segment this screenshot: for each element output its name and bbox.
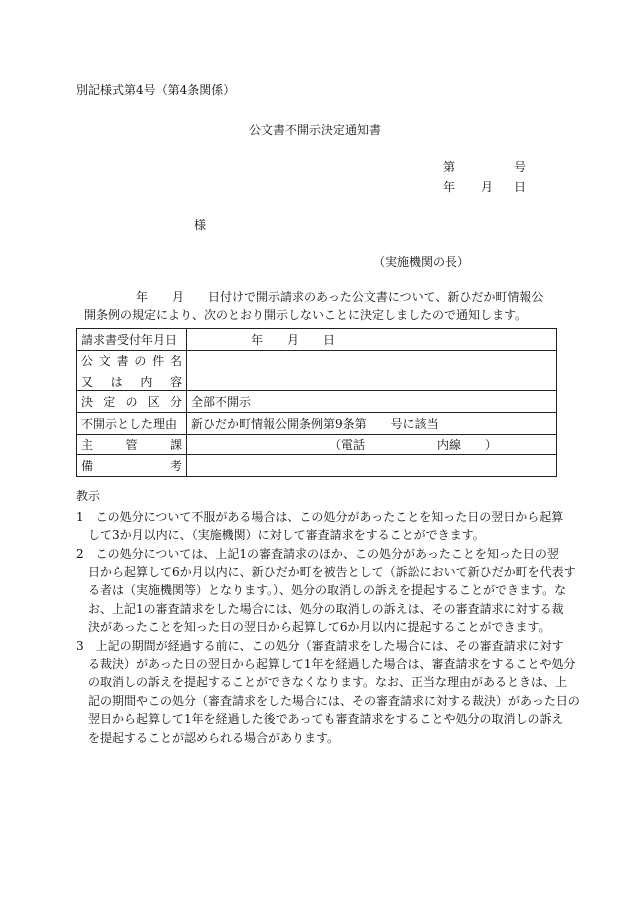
instruction-line: 記の期間やこの処分（審査請求をした場合には、その審査請求に対する裁決）があった日の [76,694,580,708]
instruction-line: る者は（実施機関等）となります。）、処分の取消しの訴えを提起することができます。な [76,583,567,597]
table-row [77,413,557,435]
row-label: 主 管 課 [77,435,187,455]
date-year-label: 年 [443,180,456,194]
table-row [77,455,557,477]
instruction-line: 翌日から起算して1年を経過した後であっても審査請求をすることや処分の取消しの訴え [76,712,564,726]
intro-line: 開条例の規定により、次のとおり開示しないことに決定しましたので通知します。 [84,308,528,322]
table-row [77,329,557,351]
row-value [187,351,557,391]
table-row [77,435,557,455]
table-row [77,351,557,391]
row-label: 決 定 の 区 分 [77,391,187,413]
instruction-line: 3 上記の期間が経過する前に、この処分（審査請求をした場合には、その審査請求に対す [76,639,564,653]
decision-table [76,328,557,477]
document-title: 公文書不開示決定通知書 [249,123,382,137]
row-value: 年 月 日 [187,329,557,351]
instruction-line: 2 この処分については、上記1の審査請求のほか、この処分があったことを知った日の翌 [76,547,559,561]
date-day-label: 日 [514,180,527,194]
row-value: 全部不開示 [187,391,557,413]
row-label-line: 公 文 書 の 件 名 [81,353,182,368]
table-row [77,391,557,413]
row-label: 請求書受付年月日 [77,329,187,351]
date-month-label: 月 [481,180,494,194]
instruction-line: 決があったことを知った日の翌日から起算して6か月以内に提起することができます。 [76,620,551,634]
row-label [77,351,187,391]
instructions-heading: 教示 [76,489,101,503]
sender-label: （実施機関の長） [373,255,470,269]
row-label: 備 考 [77,455,187,477]
instruction-line: して3か月以内に、（実施機関）に対して審査請求をすることができます。 [76,528,485,542]
document-number-prefix: 第 [443,160,456,174]
row-value: （電話 内線 ） [187,435,557,455]
instruction-line: 日から起算して6か月以内に、新ひだか町を被告として（訴訟において新ひだか町を代表す [76,565,576,579]
row-value [187,455,557,477]
instruction-line: お、上記1の審査請求をした場合には、処分の取消しの訴えは、その審査請求に対する裁 [76,602,564,616]
instruction-line: の取消しの訴えを提起することができなくなります。なお、正当な理由があるときは、上 [76,675,568,689]
addressee-suffix: 様 [194,218,207,232]
intro-line: 年 月 日付けで開示請求のあった公文書について、新ひだか町情報公 [76,290,544,304]
instruction-line: る裁決）があった日の翌日から起算して1年を経過した場合は、審査請求をすることや処分 [76,657,576,671]
row-value: 新ひだか町情報公開条例第9条第 号に該当 [187,413,557,435]
form-number: 別記様式第4号（第4条関係） [76,83,236,97]
instruction-line: を提起することが認められる場合があります。 [76,731,340,745]
document-number-suffix: 号 [514,160,527,174]
row-label: 不開示とした理由 [77,413,187,435]
instruction-line: 1 この処分について不服がある場合は、この処分があったことを知った日の翌日から起算 [76,510,564,524]
row-label-line: 又 は 内 容 [81,374,182,389]
